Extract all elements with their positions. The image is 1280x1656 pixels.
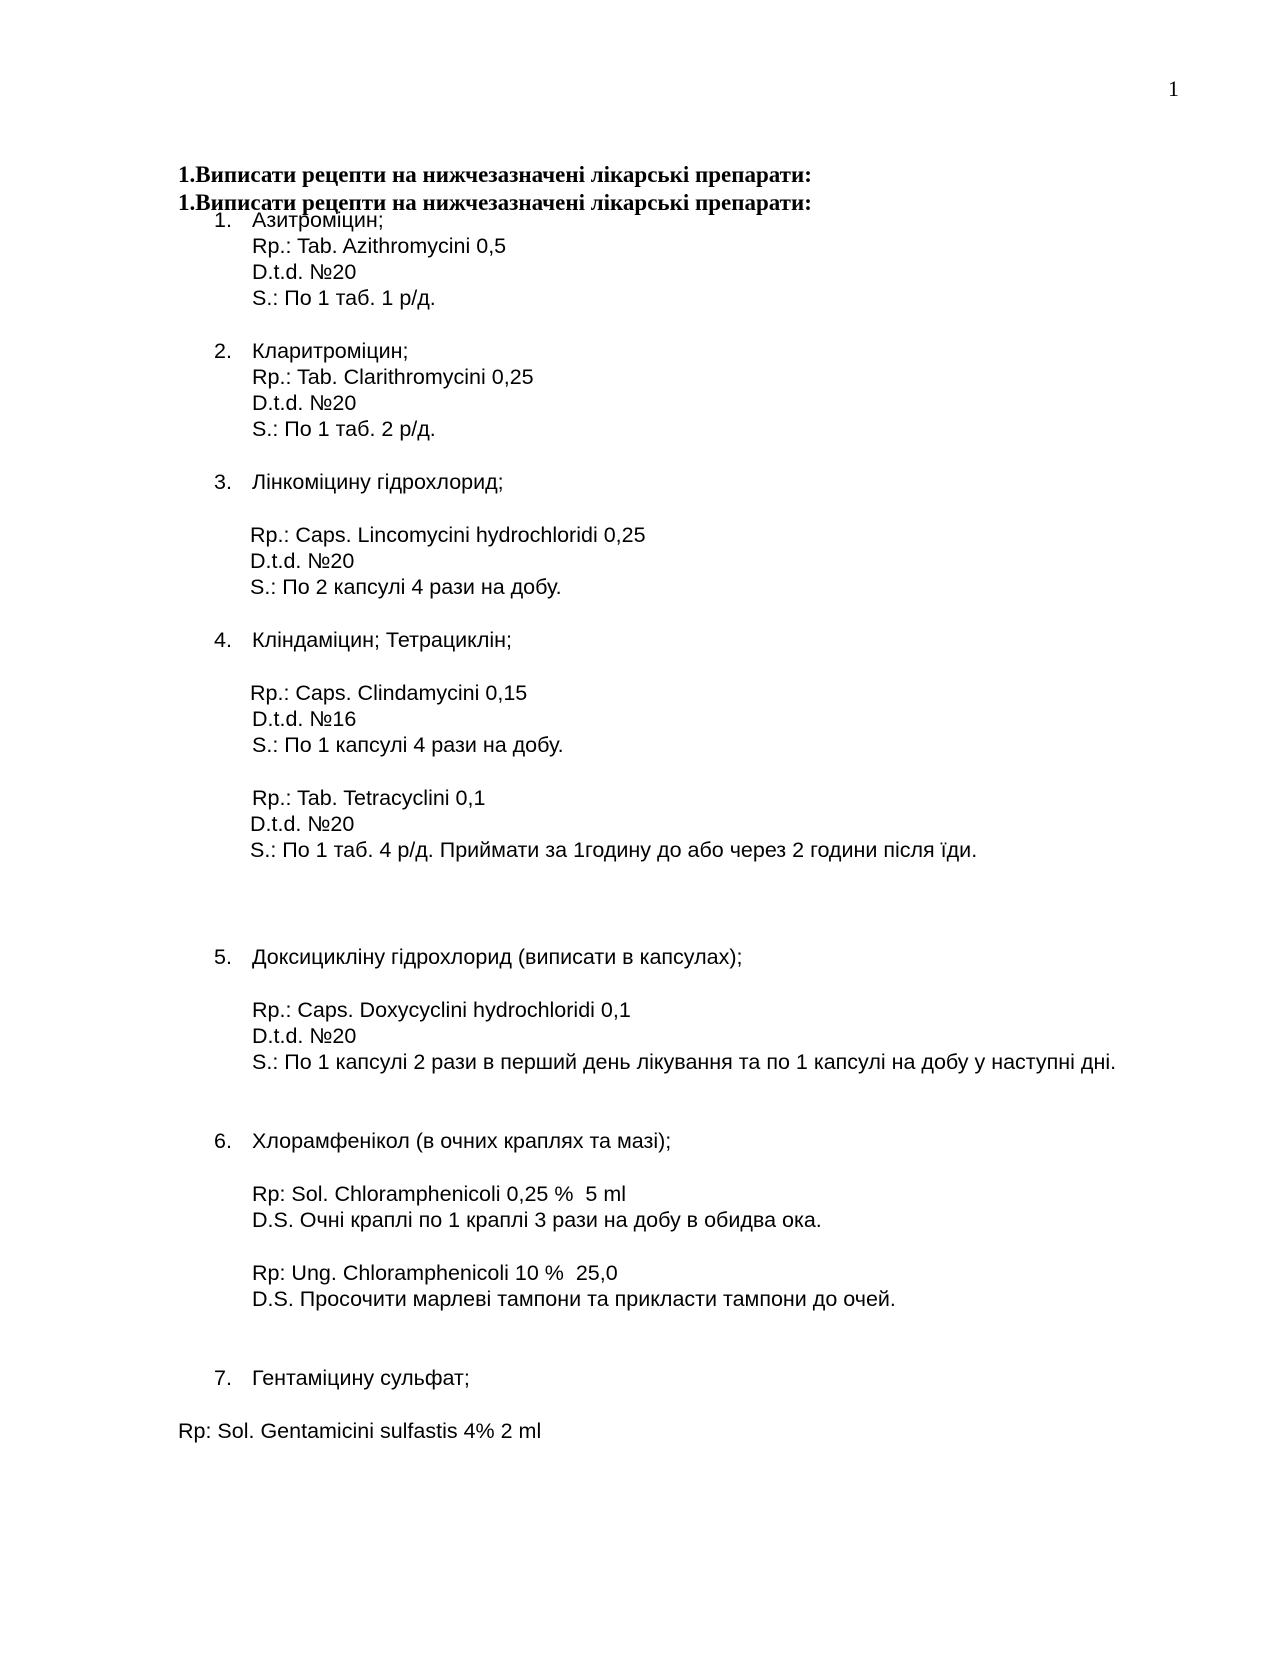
item-title: Кліндаміцин; Тетрациклін; [252,628,512,652]
item-number: 6. [214,1129,232,1153]
item-number: 4. [214,628,232,652]
prescription-line: Rp.: Tab. Clarithromycini 0,25 [252,365,534,389]
prescription-line: D.t.d. №20 [250,549,355,573]
prescription-line: D.t.d. №20 [252,260,357,284]
item-number: 3. [214,470,232,494]
prescription-line: Rp.: Tab. Azithromycini 0,5 [252,234,507,258]
item-title: Кларитроміцин; [252,339,409,363]
prescription-line: D.t.d. №20 [252,1024,357,1048]
item-title: Хлорамфенікол (в очних краплях та мазі); [252,1129,672,1153]
prescription-line: D.t.d. №20 [250,812,355,836]
item-title: Азитроміцин; [252,208,384,232]
item-title: Доксицикліну гідрохлорид (виписати в капсулах); [252,945,743,969]
prescription-line: Rp.: Caps. Clindamycini 0,15 [250,681,528,705]
item-number: 5. [214,945,232,969]
prescription-line: S.: По 2 капсулі 4 рази на добу. [250,575,562,599]
prescription-line: S.: По 1 таб. 1 р/д. [252,286,436,310]
page-title: 1.Виписати рецепти на нижчезазначені лікарські препарати: [178,162,812,187]
prescription-line: D.S. Очні краплі по 1 краплі 3 рази на добу в обидва ока. [252,1208,822,1232]
prescription-line: Rp.: Tab. Tetracyclini 0,1 [252,786,486,810]
item-title: Гентаміцину сульфат; [252,1366,470,1390]
item-number: 7. [214,1366,232,1390]
item-number: 1. [214,208,232,232]
prescription-line: Rp.: Caps. Doxycyclini hydrochloridi 0,1 [252,998,631,1022]
page-number: 1 [1168,76,1179,101]
prescription-line: S.: По 1 капсулі 4 рази на добу. [252,733,564,757]
prescription-line: Rp.: Caps. Lincomycini hydrochloridi 0,25 [250,523,646,547]
prescription-line: D.S. Просочити марлеві тампони та прикласти тампони до очей. [252,1287,896,1311]
prescription-line: Rp: Sol. Chloramphenicoli 0,25 % 5 ml [252,1182,627,1206]
prescription-line: S.: По 1 таб. 4 р/д. Приймати за 1годину до або через 2 години після їди. [250,838,978,862]
prescription-line: S.: По 1 таб. 2 р/д. [252,417,436,441]
page-title-repeat: 1.Виписати рецепти на нижчезазначені лікарські препарати: [178,190,812,215]
prescription-line: Rp: Ung. Chloramphenicoli 10 % 25,0 [252,1261,618,1285]
prescription-line: Rp: Sol. Gentamicini sulfastis 4% 2 ml [178,1419,542,1443]
item-title: Лінкоміцину гідрохлорид; [252,470,504,494]
item-number: 2. [214,339,232,363]
prescription-line: D.t.d. №20 [252,391,357,415]
prescription-line: D.t.d. №16 [252,707,357,731]
prescription-line: S.: По 1 капсулі 2 рази в перший день лікування та по 1 капсулі на добу у наступні дні. [252,1050,1117,1074]
